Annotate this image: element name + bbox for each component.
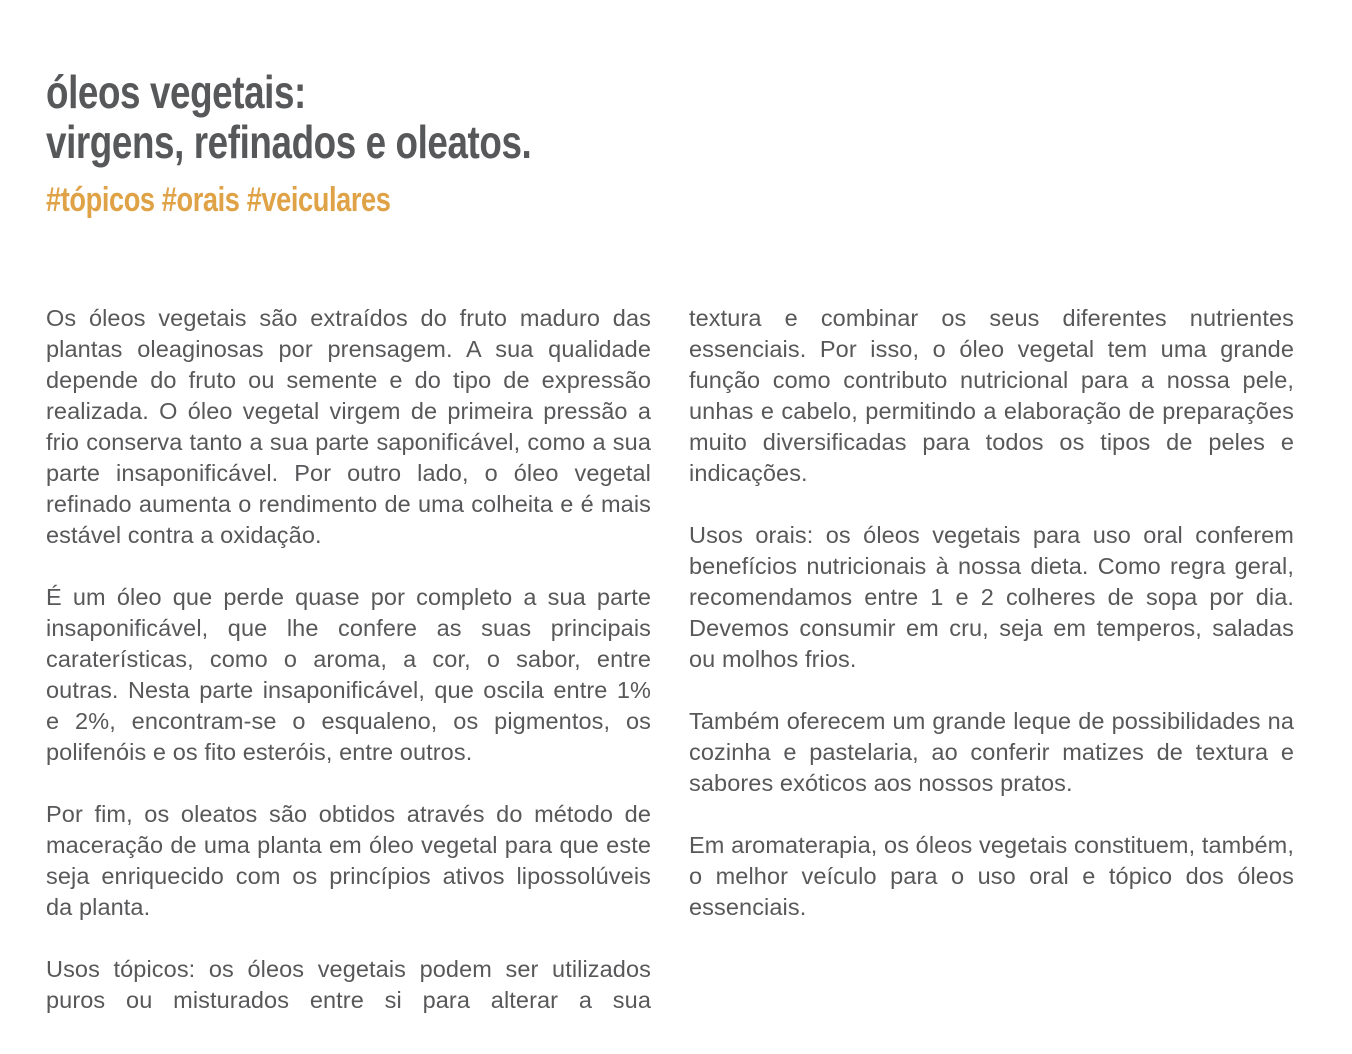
- paragraph-extraction: Os óleos vegetais são extraídos do fruto maduro das plantas oleaginosas por prensagem. A sua qualidade depende do fruto ou semente e do tipo de expressão realizada. O óleo vegetal virgem de primeira pressão a frio conserva tanto a sua parte saponificável, como a sua parte insaponificável. Por outro lado, o óleo vegetal refinado aumenta o rendimento de uma colheita e é mais estável contra a oxidação.: [46, 305, 651, 548]
- paragraph-oleates: Por fim, os oleatos são obtidos através do método de maceração de uma planta em óleo vegetal para que este seja enriquecido com os princípios ativos lipossolúveis da planta.: [46, 801, 651, 920]
- paragraph-topical-uses-continued: textura e combinar os seus diferentes nutrientes essenciais. Por isso, o óleo vegetal tem uma grande função como contributo nutricional para a nossa pele, unhas e cabelo, permitindo a elaboração de preparações muito diversificadas para todos os tipos de peles e indicações.: [689, 305, 1294, 486]
- paragraph-topical-uses: Usos tópicos: os óleos vegetais podem ser utilizados puros ou misturados entre si para alterar a sua: [46, 956, 651, 1013]
- left-column: [46, 303, 651, 1047]
- hashtags-line: #tópicos #orais #veiculares: [46, 181, 391, 219]
- page-title-line-2: virgens, refinados e oleatos.: [46, 116, 532, 168]
- paragraph-cooking: Também oferecem um grande leque de possibilidades na cozinha e pastelaria, ao conferir matizes de textura e sabores exóticos aos nossos pratos.: [689, 708, 1294, 796]
- article-columns: [46, 303, 1294, 1047]
- document-header: [46, 67, 1294, 219]
- page-title: [46, 67, 1044, 167]
- right-column: [689, 303, 1294, 1047]
- paragraph-aromatherapy: Em aromaterapia, os óleos vegetais constituem, também, o melhor veículo para o uso oral e tópico dos óleos essenciais.: [689, 832, 1294, 920]
- paragraph-oral-uses: Usos orais: os óleos vegetais para uso oral conferem benefícios nutricionais à nossa dieta. Como regra geral, recomendamos entre 1 e 2 colheres de sopa por dia. Devemos consumir em cru, seja em temperos, saladas ou molhos frios.: [689, 522, 1294, 672]
- page-title-line-1: óleos vegetais:: [46, 66, 306, 118]
- paragraph-refined-oil: É um óleo que perde quase por completo a sua parte insaponificável, que lhe confere as suas principais caraterísticas, como o aroma, a cor, o sabor, entre outras. Nesta parte insaponificável, que oscila entre 1% e 2%, encontram-se o esqualeno, os pigmentos, os polifenóis e os fito esteróis, entre outros.: [46, 584, 651, 765]
